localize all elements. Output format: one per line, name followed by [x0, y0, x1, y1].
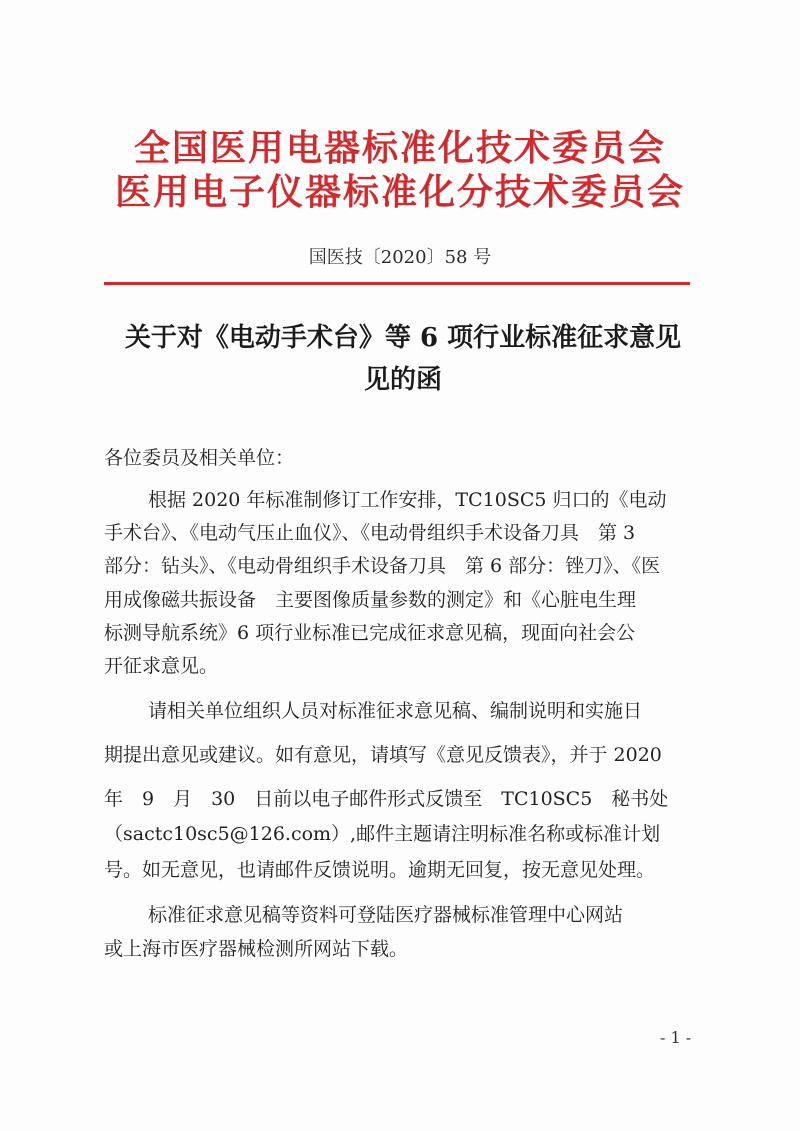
paragraph-1-line-2: 手术台》、《电动气压止血仪》、《电动骨组织手术设备刀具 第 3	[104, 522, 636, 544]
issuer-name-line-1: 全国医用电器标准化技术委员会	[133, 127, 666, 169]
paragraph-1-line-4: 用成像磁共振设备 主要图像质量参数的测定》和《心脏电生理	[104, 589, 637, 611]
paragraph-1-line-3: 部分：钻头》、《电动骨组织手术设备刀具 第 6 部分：锉刀》、《医	[104, 555, 661, 577]
paragraph-2-line-4: （sactc10sc5@126.com）,邮件主题请注明标准名称或标准计划	[104, 823, 661, 845]
salutation: 各位委员及相关单位：	[104, 447, 295, 469]
page-number: - 1 -	[660, 1028, 692, 1047]
paragraph-3-line-2: 或上海市医疗器械检测所网站下载。	[104, 938, 409, 960]
paragraph-2-line-3: 年 9 月 30 日前以电子邮件形式反馈至 TC10SC5 秘书处	[104, 788, 669, 810]
paragraph-2-line-1: 请相关单位组织人员对标准征求意见稿、编制说明和实施日	[148, 700, 643, 722]
document-title-line-1: 关于对《电动手术台》等 6 项行业标准征求意见	[124, 323, 682, 353]
paragraph-2-line-2: 期提出意见或建议。如有意见，请填写《意见反馈表》，并于 2020	[104, 744, 662, 766]
paragraph-2-line-5: 号。如无意见，也请邮件反馈说明。逾期无回复，按无意见处理。	[104, 859, 656, 881]
issuer-name-line-2: 医用电子仪器标准化分技术委员会	[114, 171, 685, 213]
document-number: 国医技〔2020〕58 号	[308, 247, 492, 268]
paragraph-1-line-6: 开征求意见。	[104, 655, 219, 677]
red-divider	[104, 282, 690, 285]
paragraph-1-line-1: 根据 2020 年标准制修订工作安排，TC10SC5 归口的《电动	[148, 489, 667, 511]
paragraph-1-line-5: 标测导航系统》6 项行业标准已完成征求意见稿，现面向社会公	[104, 622, 636, 644]
paragraph-3-line-1: 标准征求意见稿等资料可登陆医疗器械标准管理中心网站	[148, 904, 624, 926]
document-title-line-2: 见的函	[363, 365, 442, 395]
